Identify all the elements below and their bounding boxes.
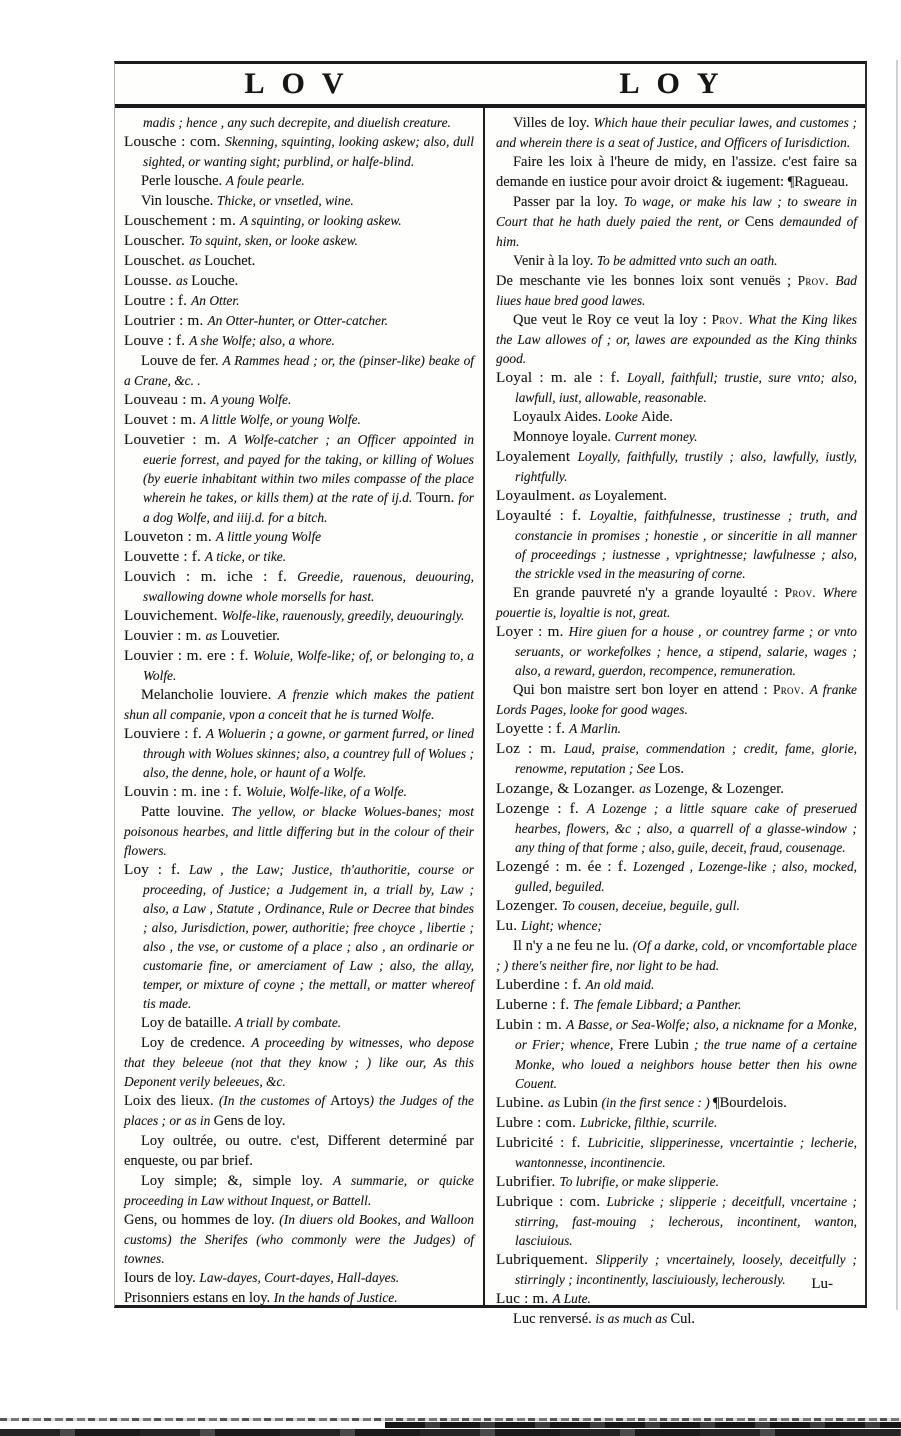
- definition-text: Where pouertie is, loyaltie is not, great.: [496, 585, 857, 620]
- definition-text: as: [205, 628, 221, 643]
- catchword: Lu-: [811, 1276, 833, 1292]
- dictionary-entry: [124, 1171, 474, 1210]
- dictionary-entry: [496, 1192, 857, 1250]
- headword: Loz : m.: [496, 741, 564, 757]
- phrase-text: Loy oultrée, ou outre.: [141, 1133, 291, 1149]
- definition-text: A foule pearle.: [225, 173, 305, 188]
- definition-text: The yellow, or blacke Wolues-banes; most poisonous hearbes, and little differing but in the colour of their flowers.: [124, 804, 474, 858]
- dictionary-entry: [496, 995, 857, 1015]
- running-head-left: LOV: [244, 67, 361, 100]
- phrase-text: c'est, Different determiné par enqueste, ou par brief.: [124, 1133, 474, 1169]
- headword: Louschet.: [124, 253, 190, 269]
- definition-text: A triall by combate.: [235, 1015, 342, 1030]
- definition-text: An Otter-hunter, or Otter-catcher.: [207, 313, 389, 328]
- dictionary-page-frame: [114, 61, 867, 1327]
- dictionary-entry: [496, 192, 857, 251]
- dictionary-entry: [496, 152, 857, 192]
- phrase-text: Loy de bataille.: [141, 1015, 236, 1031]
- definition-text: To be admitted vnto such an oath.: [596, 253, 778, 268]
- headword: Louve : f.: [124, 333, 190, 349]
- dictionary-entry: [124, 1013, 474, 1033]
- left-column: [115, 108, 483, 1307]
- phrase-text: Monnoye loyale.: [513, 429, 615, 445]
- phrase-text: Prisonniers estans en loy.: [124, 1290, 274, 1306]
- dictionary-entry: [496, 622, 857, 680]
- phrase-text: Aide.: [641, 409, 673, 425]
- definition-text: A summarie, or quicke proceeding in Law without Inquest, or Battell.: [124, 1173, 474, 1208]
- definition-text: A Lozenge ; a little square cake of preserued hearbes, flowers, &c ; also, a quarrell of a glasse-window ; any thing of that forme ; also, guile, deceit, fraud, cousenage.: [515, 801, 857, 855]
- dictionary-entry: [124, 291, 474, 311]
- definition-text: What the King likes the Law allowes of ; or, lawes are expounded as the King thinks good.: [496, 312, 857, 366]
- phrase-text: Loyaulx Aides.: [513, 409, 606, 425]
- headword: Lubine.: [496, 1095, 549, 1111]
- dictionary-entry: [124, 567, 474, 606]
- phrase-text: Luc renversé.: [513, 1311, 596, 1327]
- definition-text: A young Wolfe.: [210, 392, 292, 407]
- definition-text: Law , the Law; Justice, th'authoritie, course or proceeding, of Justice; a Judgement in, a triall by, Law ; also, a Law , Statute , Ordinance, Rule or Decree that bindes ; also, Jurisdiction, power, authoritie; free choyce , libertie ; also , the vse, or custome of a place ; also , an ordinarie or customarie fine, or amerciament of Law ; also, the allay, temper, or mixture of coyne ; the mettall, or matter whereof tis made.: [143, 862, 475, 1011]
- page-edge-shadow: [896, 60, 898, 1310]
- definition-text: A Woluerin ; a gowne, or garment furred, or lined through with Wolues skinnes; also, a countrey full of Wolues ; also, the denne, hole, or haunt of a Wolfe.: [143, 726, 474, 780]
- phrase-text: En grande pauvreté n'y a grande loyaulté :: [513, 585, 785, 601]
- definition-text: A Lute.: [552, 1291, 591, 1306]
- phrase-text: Louvetier.: [220, 628, 280, 644]
- definition-text: (In diuers old Bookes, and Walloon customs) the Sherifes (who commonly were the Judges) of townes.: [124, 1212, 474, 1266]
- headword: Louvichement.: [124, 608, 222, 624]
- headword: Lubin : m.: [496, 1017, 567, 1033]
- dictionary-entry: [124, 685, 474, 724]
- headword: Lozenger.: [496, 898, 562, 914]
- definition-text: To lubrifie, or make slipperie.: [559, 1174, 719, 1189]
- headword: Lubriquement.: [496, 1252, 596, 1268]
- dictionary-entry: [496, 251, 857, 271]
- headword: Loyal : m. ale : f.: [496, 370, 627, 386]
- dictionary-entry: [496, 506, 857, 583]
- dictionary-entry: [124, 351, 474, 390]
- dictionary-entry: [496, 1250, 857, 1289]
- dictionary-entry: [124, 191, 474, 211]
- phrase-text: Loix des lieux.: [124, 1093, 219, 1109]
- phrase-text: Loy simple; &, simple loy.: [141, 1173, 333, 1189]
- phrase-text: Venir à la loy.: [513, 253, 597, 269]
- phrase-text: Tourn.: [416, 490, 459, 506]
- dictionary-entry: [124, 271, 474, 291]
- dictionary-entry: [124, 782, 474, 802]
- definition-text: Which haue their peculiar lawes, and customes ; and wherein there is a seat of Justice, and Officers of Iurisdiction.: [496, 115, 857, 150]
- dictionary-entry: [124, 1268, 474, 1288]
- headword: Louscher.: [124, 233, 190, 249]
- definition-text: A ticke, or tike.: [204, 549, 287, 564]
- headword: Louviere : f.: [124, 726, 206, 742]
- phrase-text: Prov.: [784, 585, 823, 600]
- headword: Loyette : f.: [496, 721, 570, 737]
- phrase-text: Frere Lubin: [618, 1037, 689, 1053]
- definition-text: To wage, or make his law ; to sweare in Court that he hath duely paied the rent, or: [496, 194, 857, 229]
- headword: Louschement : m.: [124, 213, 240, 229]
- dictionary-entry: [496, 779, 857, 799]
- phrase-text: Gens de loy.: [213, 1113, 286, 1129]
- phrase-text: Cens: [744, 214, 780, 230]
- definition-text: (in the first sence : ): [601, 1095, 714, 1110]
- definition-text: A Rammes head ; or, the (pinser-like) beake of a Crane, &c. .: [124, 353, 474, 388]
- headword: Loutrier : m.: [124, 313, 208, 329]
- dictionary-entry: [124, 802, 474, 860]
- definition-text: Wolfe-like, rauenously, greedily, deuouringly.: [221, 608, 465, 623]
- dictionary-entry: [496, 1113, 857, 1133]
- running-header: [115, 64, 865, 108]
- definition-text: A Marlin.: [569, 721, 622, 736]
- dictionary-entry: [124, 231, 474, 251]
- definition-text: ) the Judges of the places ; or as in: [124, 1093, 475, 1128]
- definition-text: is as much as: [595, 1311, 671, 1326]
- headword: Louveau : m.: [124, 392, 211, 408]
- phrase-text: Perle lousche.: [141, 173, 226, 189]
- headword: Lozengé : m. ée : f.: [496, 859, 633, 875]
- dictionary-entry: [124, 132, 474, 171]
- headword: Loyalement: [496, 449, 578, 465]
- definition-text: as: [176, 273, 192, 288]
- dictionary-entry: [124, 527, 474, 547]
- dictionary-entry: [124, 113, 474, 132]
- dictionary-entry: [124, 430, 474, 527]
- headword: Loyer : m.: [496, 624, 569, 640]
- phrase-text: De meschante vie les bonnes loix sont venuës ;: [496, 273, 798, 289]
- definition-text: as: [548, 1095, 564, 1110]
- dictionary-entry: [496, 719, 857, 739]
- dictionary-entry: [496, 113, 857, 152]
- phrase-text: Artoys: [330, 1093, 370, 1109]
- definition-text: Hire giuen for a house , or countrey farme ; or vnto seruants, or workefolkes ; hence, a stipend, salarie, wages ; also, a reward, guerdon, recompence, remuneration.: [515, 624, 858, 678]
- headword: Luberne : f.: [496, 997, 574, 1013]
- definition-text: A she Wolfe; also, a whore.: [189, 333, 335, 348]
- phrase-text: Iours de loy.: [124, 1270, 200, 1286]
- headword: Luberdine : f.: [496, 977, 586, 993]
- headword: Louvet : m.: [124, 412, 201, 428]
- headword: Lubricité : f.: [496, 1135, 588, 1151]
- definition-text: A little Wolfe, or young Wolfe.: [200, 412, 361, 427]
- dictionary-entry: [124, 1033, 474, 1091]
- definition-text: (In the customes of: [218, 1093, 331, 1108]
- definition-text: Lubricke, filthie, scurrile.: [580, 1115, 718, 1130]
- definition-text: Lubricke ; slipperie ; deceitfull, vncertaine ; stirring, fast-mouing ; lecherous, incontinent, wanton, lasciuious.: [515, 1194, 857, 1248]
- headword: Loutre : f.: [124, 293, 192, 309]
- dictionary-entry: [124, 1091, 474, 1131]
- dictionary-entry: [124, 410, 474, 430]
- dictionary-entry: [496, 1093, 857, 1113]
- phrase-text: Passer par la loy.: [513, 194, 624, 210]
- text-columns: [115, 108, 865, 1327]
- dictionary-entry: [124, 626, 474, 646]
- definition-text: (Of a darke, cold, or vncomfortable place ; ) there's neither fire, nor light to be had.: [496, 938, 857, 973]
- phrase-text: Villes de loy.: [513, 115, 594, 131]
- headword: Lubrifier.: [496, 1174, 560, 1190]
- headword: Lubrique : com.: [496, 1194, 607, 1210]
- phrase-text: Prov.: [797, 273, 836, 288]
- dictionary-entry: [124, 724, 474, 782]
- headword: Lozange, & Lozanger.: [496, 781, 640, 797]
- definition-text: The female Libbard; a Panther.: [573, 997, 742, 1012]
- headword: Louvier : m. ere : f.: [124, 648, 254, 664]
- headword: Lousche : com.: [124, 134, 226, 150]
- dictionary-entry: [496, 1172, 857, 1192]
- phrase-text: ¶Bourdelois.: [713, 1095, 787, 1111]
- headword: Louvetier : m.: [124, 432, 229, 448]
- definition-text: A frenzie which makes the patient shun all companie, vpon a conceit that he is turned Wolfe.: [124, 687, 474, 722]
- headword: Louvin : m. ine : f.: [124, 784, 246, 800]
- phrase-text: Prov.: [711, 312, 748, 327]
- definition-text: Thicke, or vnsetled, wine.: [216, 193, 354, 208]
- definition-text: madis ; hence , any such decrepite, and diuelish creature.: [143, 115, 451, 130]
- definition-text: ; the true name of a certaine Monke, who loued a neighbors house better then his owne Couent.: [515, 1037, 857, 1091]
- dictionary-entry: [496, 486, 857, 506]
- definition-text: Looke: [605, 409, 642, 424]
- definition-text: Woluie, Wolfe-like; of, or belonging to, a Wolfe.: [143, 648, 474, 683]
- phrase-text: Gens, ou hommes de loy.: [124, 1212, 280, 1228]
- scan-artifact-bar: [385, 1422, 901, 1428]
- headword: Louvich : m. iche : f.: [124, 569, 298, 585]
- phrase-text: Prov.: [772, 682, 810, 697]
- scan-artifact-line: [0, 1418, 901, 1421]
- dictionary-entry: [496, 857, 857, 896]
- phrase-text: Louchet.: [204, 253, 256, 269]
- dictionary-entry: [124, 547, 474, 567]
- dictionary-entry: [496, 680, 857, 719]
- definition-text: Lubricitie, slipperinesse, vncertaintie ; lecherie, wantonnesse, incontinencie.: [515, 1135, 857, 1170]
- dictionary-entry: [496, 896, 857, 916]
- definition-text: as: [639, 781, 655, 796]
- phrase-text: Que veut le Roy ce veut la loy :: [513, 312, 712, 328]
- dictionary-entry: [496, 427, 857, 447]
- headword: Louveton : m.: [124, 529, 216, 545]
- definition-text: Light; whence;: [521, 918, 602, 933]
- phrase-text: Vin lousche.: [141, 193, 217, 209]
- headword: Louvette : f.: [124, 549, 205, 565]
- dictionary-entry: [124, 860, 474, 1013]
- dictionary-entry: [124, 171, 474, 191]
- phrase-text: Faire les loix à l'heure de midy, en l'assize. c'est faire sa demande en iustice pour avoir droict & iugement: ¶Ragueau.: [496, 154, 857, 190]
- dictionary-entry: [496, 916, 857, 936]
- headword: Lousse.: [124, 273, 177, 289]
- dictionary-entry: [496, 447, 857, 486]
- scan-artifact-bar: [0, 1429, 901, 1436]
- definition-text: A squinting, or looking askew.: [239, 213, 402, 228]
- definition-text: A proceeding by witnesses, who depose that they beleeue (not that they know ; ) like our, As this Deponent verily beleeues, &c.: [124, 1035, 474, 1089]
- headword: Lu.: [496, 918, 522, 934]
- definition-text: Slipperily ; vncertainely, loosely, deceitfully ; stirringly ; incontinently, lasciuiously, lecherously.: [515, 1252, 858, 1287]
- dictionary-entry: [496, 1015, 857, 1093]
- definition-text: Skenning, squinting, looking askew; also, dull sighted, or wanting sight; purblind, or halfe-blind.: [143, 134, 474, 169]
- phrase-text: Il n'y a ne feu ne lu.: [513, 938, 633, 954]
- headword: Lozenge : f.: [496, 801, 587, 817]
- dictionary-entry: [496, 1309, 857, 1329]
- dictionary-entry: [496, 1133, 857, 1172]
- headword: Louvier : m.: [124, 628, 206, 644]
- definition-text: A Wolfe-catcher ; an Officer appointed in euerie forrest, and payed for the taking, or killing of Wolues (by euerie inhabitant within two miles compasse of the place wherein he takes, or kills them) at the rate of ij.d.: [143, 432, 475, 505]
- dictionary-entry: [496, 1289, 857, 1309]
- phrase-text: Louve de fer.: [141, 353, 223, 369]
- phrase-text: Cul.: [670, 1311, 696, 1327]
- definition-text: To squint, sken, or looke askew.: [189, 233, 358, 248]
- phrase-text: Lozenge, & Lozenger.: [654, 781, 784, 797]
- definition-text: as: [579, 488, 595, 503]
- phrase-text: Lubin: [563, 1095, 602, 1111]
- headword: Luc : m.: [496, 1291, 553, 1307]
- definition-text: Woluie, Wolfe-like, of a Wolfe.: [245, 784, 407, 799]
- dictionary-entry: [124, 390, 474, 410]
- headword: Loy : f.: [124, 862, 189, 878]
- definition-text: An Otter.: [191, 293, 240, 308]
- headword: Lubre : com.: [496, 1115, 581, 1131]
- dictionary-entry: [496, 583, 857, 622]
- definition-text: Loyally, faithfully, trustily ; also, lawfully, iustly, rightfully.: [515, 449, 857, 484]
- definition-text: Lozenged , Lozenge-like ; also, mocked, gulled, beguiled.: [515, 859, 857, 894]
- phrase-text: Loyalement.: [594, 488, 668, 504]
- dictionary-entry: [496, 936, 857, 975]
- definition-text: for a dog Wolfe, and iiij.d. for a bitch.: [143, 490, 474, 525]
- definition-text: Laud, praise, commendation ; credit, fame, glorie, renowme, reputation ; See: [515, 741, 857, 776]
- definition-text: Loyall, faithfull; trustie, sure vnto; also, lawfull, iust, allowable, reasonable.: [515, 370, 857, 405]
- dictionary-entry: [496, 368, 857, 407]
- phrase-text: Los.: [658, 761, 684, 777]
- phrase-text: Melancholie louviere.: [141, 687, 279, 703]
- phrase-text: Qui bon maistre sert bon loyer en attend :: [513, 682, 773, 698]
- dictionary-entry: [496, 975, 857, 995]
- dictionary-entry: [124, 1288, 474, 1308]
- definition-text: Loyaltie, faithfulnesse, trustinesse ; truth, and constancie in promises ; honestie , or sinceritie in all manner of proceedings ; iustnesse , vprightnesse; lawfulnesse ; also, the strickle vsed in the measuring of corne.: [515, 508, 858, 581]
- definition-text: To cousen, deceiue, beguile, gull.: [561, 898, 740, 913]
- dictionary-entry: [496, 739, 857, 779]
- definition-text: A little young Wolfe: [215, 529, 322, 544]
- dictionary-entry: [496, 799, 857, 857]
- definition-text: A Basse, or Sea-Wolfe; also, a nickname for a Monke, or Frier; whence,: [515, 1017, 858, 1052]
- phrase-text: Louche.: [191, 273, 239, 289]
- dictionary-entry: [124, 1131, 474, 1171]
- definition-text: An old maid.: [585, 977, 655, 992]
- definition-text: Greedie, rauenous, deuouring, swallowing downe whole morsells for hast.: [143, 569, 474, 604]
- dictionary-entry: [124, 646, 474, 685]
- definition-text: demaunded of him.: [496, 214, 858, 249]
- dictionary-entry: [124, 251, 474, 271]
- running-head-right: LOY: [619, 67, 736, 100]
- dictionary-entry: [496, 310, 857, 368]
- definition-text: A franke Lords Pages, looke for good wages.: [496, 682, 857, 717]
- definition-text: as: [189, 253, 205, 268]
- definition-text: Law-dayes, Court-dayes, Hall-dayes.: [199, 1270, 400, 1285]
- definition-text: Bad liues haue bred good lawes.: [496, 273, 857, 308]
- dictionary-entry: [124, 311, 474, 331]
- definition-text: Current money.: [614, 429, 698, 444]
- dictionary-entry: [124, 606, 474, 626]
- right-column: [485, 108, 865, 1327]
- definition-text: In the hands of Justice.: [273, 1290, 398, 1305]
- dictionary-entry: [124, 1210, 474, 1268]
- headword: Loyaulment.: [496, 488, 580, 504]
- dictionary-entry: [124, 331, 474, 351]
- phrase-text: Patte louvine.: [141, 804, 232, 820]
- headword: Loyaulté : f.: [496, 508, 590, 524]
- phrase-text: Loy de credence.: [141, 1035, 252, 1051]
- dictionary-entry: [496, 271, 857, 310]
- dictionary-entry: [496, 407, 857, 427]
- dictionary-entry: [124, 211, 474, 231]
